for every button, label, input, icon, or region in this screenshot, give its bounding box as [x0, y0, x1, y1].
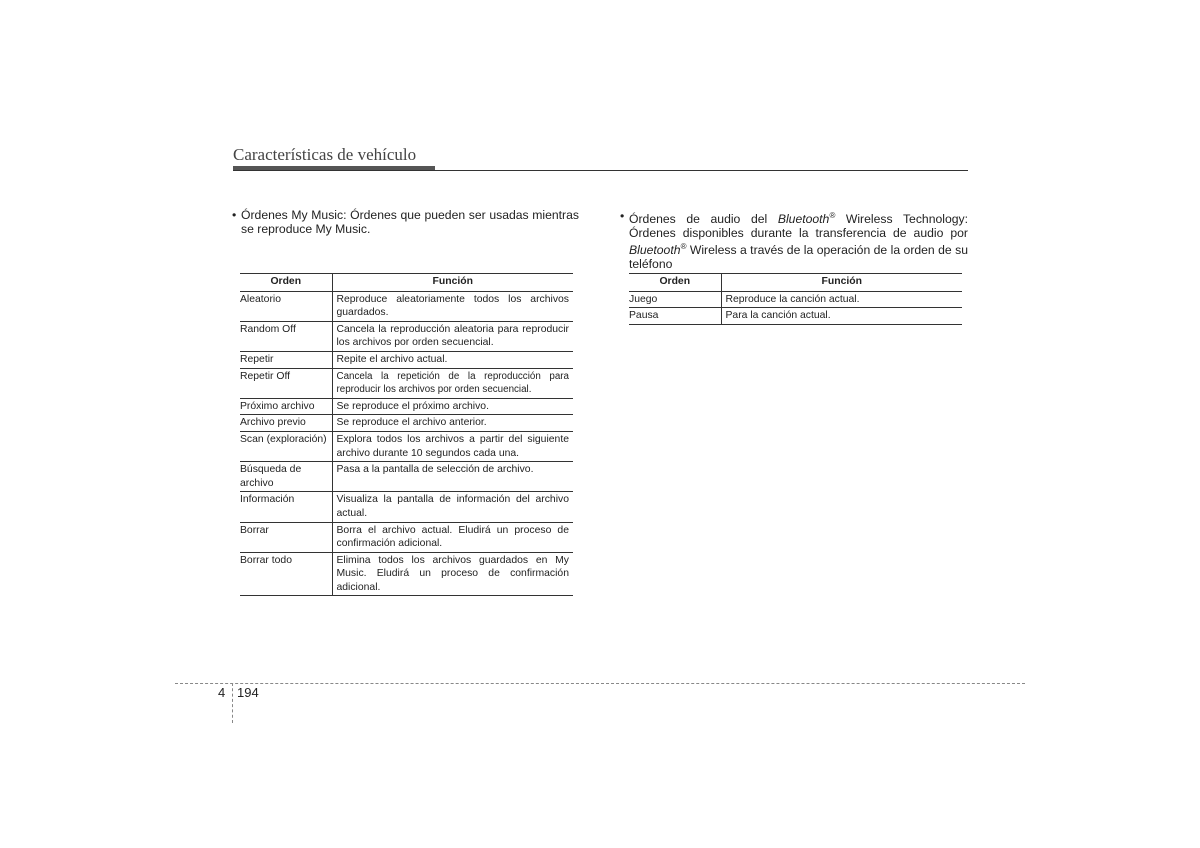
function-cell: Cancela la repetición de la reproducción para reproducir los archivos por orden secuencial. [332, 368, 573, 398]
my-music-intro [232, 208, 579, 236]
command-cell: Borrar todo [240, 552, 332, 596]
bluetooth-commands-table [629, 273, 962, 325]
my-music-commands-table [240, 273, 573, 596]
bullet: • [620, 209, 625, 223]
column-header-orden: Orden [240, 274, 332, 292]
table-header-row [240, 274, 573, 292]
command-cell: Random Off [240, 321, 332, 351]
table-row [240, 398, 573, 415]
command-cell: Repetir [240, 351, 332, 368]
table-row [240, 552, 573, 596]
function-cell: Borra el archivo actual. Eludirá un proceso de confirmación adicional. [332, 522, 573, 552]
function-cell: Para la canción actual. [721, 308, 962, 325]
function-cell: Se reproduce el próximo archivo. [332, 398, 573, 415]
function-cell: Elimina todos los archivos guardados en My Music. Eludirá un proceso de confirmación adicional. [332, 552, 573, 596]
table-row [240, 291, 573, 321]
table-row [240, 431, 573, 461]
command-cell: Repetir Off [240, 368, 332, 398]
command-cell: Archivo previo [240, 415, 332, 432]
function-cell: Repite el archivo actual. [332, 351, 573, 368]
table-row [629, 291, 962, 308]
table-row [629, 308, 962, 325]
function-cell: Explora todos los archivos a partir del siguiente archivo durante 10 segundos cada una. [332, 431, 573, 461]
bluetooth-intro [620, 209, 968, 272]
header-rule [233, 170, 968, 171]
bluetooth-intro-text-b: Wireless Technology: Órdenes disponibles durante la transferencia de audio por [629, 212, 968, 241]
command-cell: Información [240, 492, 332, 522]
function-cell: Reproduce la canción actual. [721, 291, 962, 308]
column-header-funcion: Función [332, 274, 573, 292]
bluetooth-intro-text-a: Órdenes de audio del [629, 212, 778, 227]
registered-mark: ® [680, 242, 687, 252]
function-cell: Cancela la reproducción aleatoria para reproducir los archivos por orden secuencial. [332, 321, 573, 351]
page-header-title: Características de vehículo [233, 145, 417, 164]
column-header-funcion: Función [721, 274, 962, 292]
table-row [240, 368, 573, 398]
bluetooth-intro-text-c: Wireless a través de la operación de la orden de su teléfono [629, 243, 968, 272]
footer-dashed-divider [232, 683, 233, 723]
command-cell: Borrar [240, 522, 332, 552]
function-cell: Se reproduce el archivo anterior. [332, 415, 573, 432]
table-row [240, 321, 573, 351]
bluetooth-term: Bluetooth® [629, 242, 687, 258]
table-row [240, 462, 573, 492]
function-cell: Pasa a la pantalla de selección de archivo. [332, 462, 573, 492]
column-header-orden: Orden [629, 274, 721, 292]
table-row [240, 492, 573, 522]
table-row [240, 522, 573, 552]
function-cell: Visualiza la pantalla de información del archivo actual. [332, 492, 573, 522]
command-cell: Próximo archivo [240, 398, 332, 415]
bullet: • [232, 208, 237, 222]
page-number: 194 [237, 685, 259, 700]
registered-mark: ® [829, 211, 836, 220]
table-header-row [629, 274, 962, 292]
command-cell: Búsqueda de archivo [240, 462, 332, 492]
bluetooth-term: Bluetooth® [777, 211, 836, 227]
my-music-intro-text: Órdenes My Music: Órdenes que pueden ser usadas mientras se reproduce My Music. [241, 208, 579, 236]
command-cell: Pausa [629, 308, 721, 325]
footer-dashed-rule [175, 683, 1025, 684]
command-cell: Aleatorio [240, 291, 332, 321]
command-cell: Juego [629, 291, 721, 308]
function-cell: Reproduce aleatoriamente todos los archivos guardados. [332, 291, 573, 321]
section-number: 4 [218, 685, 226, 700]
command-cell: Scan (exploración) [240, 431, 332, 461]
table-row [240, 351, 573, 368]
table-row [240, 415, 573, 432]
